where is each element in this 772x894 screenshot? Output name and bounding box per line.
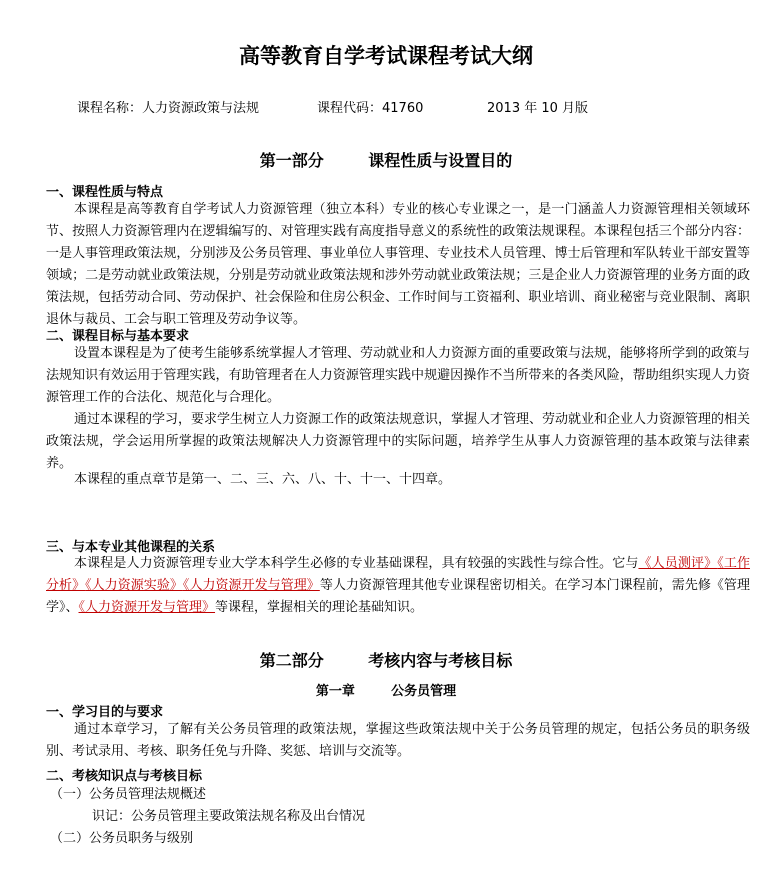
course-link-ren-li-zi-yuan-kai-fa-2[interactable]: 《人力资源开发与管理》	[78, 600, 216, 615]
course-link-gong-zuo-fen-xi[interactable]: 《工作分析》	[46, 556, 750, 593]
part2-title: 第二部分 考核内容与考核目标	[259, 651, 513, 670]
course-name: 课程名称：人力资源政策与法规	[77, 101, 260, 116]
paragraph-text: 等人力资源管理其他专业课程密切相关。在学习本门课程前，需先修《管理学》、	[46, 578, 750, 615]
outline-item: （一）公务员管理法规概述	[50, 787, 207, 802]
section-paragraph: 本课程的重点章节是第一、二、三、六、八、十、十一、十四章。	[74, 472, 452, 487]
course-code: 课程代码：41760	[317, 101, 424, 116]
chapter-title: 第一章 公务员管理	[315, 684, 457, 699]
section-paragraph: 设置本课程是为了使考生能够系统掌握人才管理、劳动就业和人力资源方面的重要政策与法规，能够将所学到的政策与法规知识有效运用于管理实践，有助管理者在人力资源管理实践中规避因操作不当所带来的各类风险，帮助组织实现人力资源管理工作的合法化、规范化与合理化。	[46, 346, 751, 405]
paragraph-text: 等课程，掌握相关的理论基础知识。	[215, 600, 424, 615]
section-heading: 一、学习目的与要求	[46, 705, 164, 720]
course-meta	[77, 97, 588, 116]
part1-title: 第一部分 课程性质与设置目的	[259, 151, 513, 170]
section-heading: 二、考核知识点与考核目标	[46, 769, 203, 784]
course-link-ren-li-zi-yuan-shi-yan[interactable]: 《人力资源实验》	[85, 578, 183, 593]
outline-item: （二）公务员职务与级别	[50, 831, 194, 846]
section-paragraph: 通过本章学习，了解有关公务员管理的政策法规，掌握这些政策法规中关于公务员管理的规定，包括公务员的职务级别、考试录用、考核、职务任免与升降、奖惩、培训与交流等。	[46, 722, 750, 759]
section-heading: 三、与本专业其他课程的关系	[46, 540, 216, 555]
edition: 2013 年 10 月版	[487, 101, 589, 116]
section-paragraph	[46, 553, 750, 619]
section-heading: 二、课程目标与基本要求	[46, 329, 190, 344]
section-paragraph: 通过本课程的学习，要求学生树立人力资源工作的政策法规意识，掌握人才管理、劳动就业和企业人力资源管理的相关政策法规，学会运用所掌握的政策法规解决人力资源管理中的实际问题，培养学生从事人力资源管理的基本政策与法律素养。	[46, 412, 751, 471]
section-heading: 一、课程性质与特点	[46, 185, 164, 200]
outline-subitem: 识记：公务员管理主要政策法规名称及出台情况	[92, 809, 366, 824]
course-link-ren-li-zi-yuan-kai-fa[interactable]: 《人力资源开发与管理》	[182, 578, 320, 593]
paragraph-text: 本课程是人力资源管理专业大学本科学生必修的专业基础课程，具有较强的实践性与综合性。它与	[74, 556, 639, 571]
section-paragraph: 本课程是高等教育自学考试人力资源管理（独立本科）专业的核心专业课之一，是一门涵盖人力资源管理相关领域环节、按照人力资源管理内在逻辑编写的、对管理实践有高度指导意义的系统性的政策法规课程。本课程包括三个部分内容：一是人事管理政策法规，分别涉及公务员管理、事业单位人事管理、专业技术人员管理、博士后管理和军队转业干部安置等领域；二是劳动就业政策法规，分别是劳动就业政策法规和涉外劳动就业政策法规；三是企业人力资源管理的业务方面的政策法规，包括劳动合同、劳动保护、社会保险和住房公积金、工作时间与工资福利、职业培训、商业秘密与竞业限制、离职退休与裁员、工会与职工管理及劳动争议等。	[46, 202, 750, 327]
course-link-ren-yuan-ce-ping[interactable]: 《人员测评》	[638, 556, 718, 571]
document-title: 高等教育自学考试课程考试大纲	[239, 43, 533, 68]
